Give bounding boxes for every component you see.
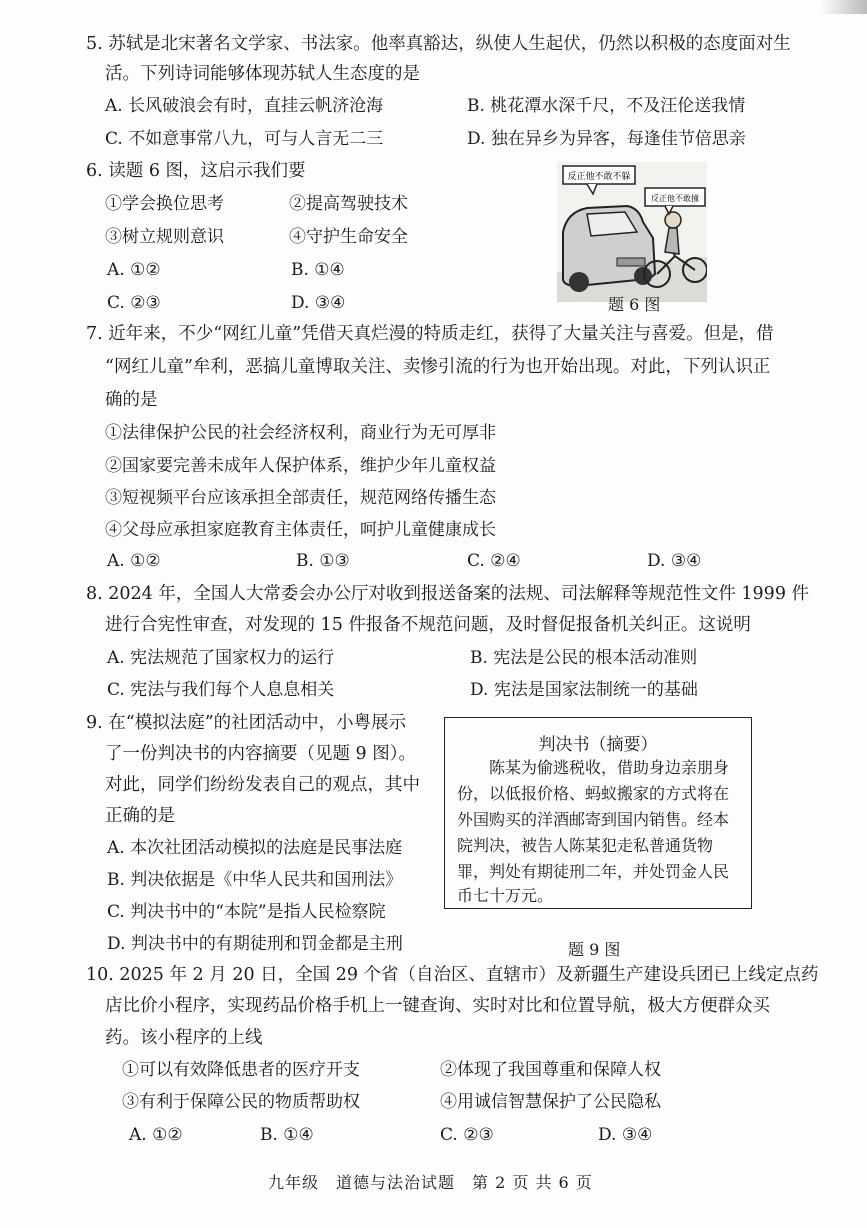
q9-stem-line4: 正确的是: [105, 806, 175, 826]
q6-figure: [557, 162, 707, 302]
page-footer: 九年级 道德与法治试题 第 2 页 共 6 页: [268, 1173, 593, 1192]
q8-stem-line1: 8. 2024 年，全国人大常委会办公厅对收到报送备案的法规、司法解释等规范性文件 1999 件: [86, 584, 810, 604]
q5-option-a: A. 长风破浪会有时，直挂云帆济沧海: [105, 96, 384, 116]
q9-option-a: A. 本次社团活动模拟的法庭是民事法庭: [107, 838, 403, 858]
q6-figure-caption: 题 6 图: [608, 295, 661, 314]
scan-edge-shadow: [820, 0, 867, 14]
q10-stem-line3: 药。该小程序的上线: [105, 1028, 263, 1048]
q6-item-3: ③树立规则意识: [105, 227, 224, 247]
q9-figure-caption: 题 9 图: [568, 940, 621, 959]
judgment-box: [444, 717, 752, 909]
q10-option-a: A. ①②: [129, 1125, 183, 1145]
judgment-line-6: 币七十万元。: [457, 886, 554, 905]
judgment-line-1: 陈某为偷逃税收，借助身边亲朋身: [489, 758, 730, 777]
bubble-left-text: 反正他不敢不躲: [567, 172, 631, 182]
q7-item-3: ③短视频平台应该承担全部责任，规范网络传播生态: [105, 488, 496, 508]
q7-option-c: C. ②④: [467, 551, 521, 571]
q7-stem-line2: “网红儿童”牟利，恶搞儿童博取关注、卖惨引流的行为也开始出现。对此，下列认识正: [105, 357, 771, 377]
q10-item-4: ④用诚信智慧保护了公民隐私: [440, 1092, 661, 1112]
q6-option-d: D. ③④: [291, 293, 346, 313]
q5-option-b: B. 桃花潭水深千尺，不及汪伦送我情: [467, 96, 746, 116]
q5-stem-line1: 5. 苏轼是北宋著名文学家、书法家。他率真豁达，纵使人生起伏，仍然以积极的态度面对生: [86, 34, 791, 54]
q9-option-b: B. 判决依据是《中华人民共和国刑法》: [107, 870, 403, 890]
q7-option-d: D. ③④: [647, 551, 702, 571]
q8-option-c: C. 宪法与我们每个人息息相关: [107, 680, 335, 700]
q6-option-c: C. ②③: [107, 293, 161, 313]
q10-stem-line2: 店比价小程序，实现药品价格手机上一键查询、实时对比和位置导航，极大方便群众买: [105, 996, 770, 1016]
q10-item-1: ①可以有效降低患者的医疗开支: [122, 1060, 360, 1080]
car-icon: [563, 206, 655, 292]
q8-option-a: A. 宪法规范了国家权力的运行: [107, 648, 335, 668]
car-bicycle-illustration: [557, 162, 707, 302]
q7-item-4: ④父母应承担家庭教育主体责任，呵护儿童健康成长: [105, 520, 496, 540]
q5-option-c: C. 不如意事常八九，可与人言无二三: [105, 129, 384, 149]
q8-stem-line2: 进行合宪性审查，对发现的 15 件报备不规范问题，及时督促报备机关纠正。这说明: [105, 615, 751, 635]
q7-option-a: A. ①②: [107, 551, 161, 571]
judgment-line-5: 罪，判处有期徒刑二年，并处罚金人民: [457, 862, 730, 881]
q7-stem-line1: 7. 近年来，不少“网红儿童”凭借天真烂漫的特质走红，获得了大量关注与喜爱。但是，借: [86, 324, 774, 344]
q10-option-d: D. ③④: [598, 1125, 653, 1145]
q9-option-c: C. 判决书中的“本院”是指人民检察院: [107, 902, 386, 922]
q8-option-d: D. 宪法是国家法制统一的基础: [470, 680, 698, 700]
q6-option-a: A. ①②: [107, 260, 161, 280]
q6-stem: 6. 读题 6 图，这启示我们要: [86, 161, 306, 181]
q9-stem-line3: 对此，同学们纷纷发表自己的观点，其中: [105, 775, 420, 795]
q7-stem-line3: 确的是: [105, 390, 158, 410]
q7-item-1: ①法律保护公民的社会经济权利，商业行为无可厚非: [105, 423, 496, 443]
q10-option-b: B. ①④: [260, 1125, 314, 1145]
q5-option-d: D. 独在异乡为异客，每逢佳节倍思亲: [467, 129, 746, 149]
q6-option-b: B. ①④: [291, 260, 345, 280]
judgment-title: 判决书（摘要）: [538, 735, 658, 755]
q7-option-b: B. ①③: [296, 551, 350, 571]
judgment-line-4: 院判决，被告人陈某犯走私普通货物: [457, 836, 714, 855]
judgment-line-3: 外国购买的洋酒邮寄到国内销售。经本: [457, 810, 730, 829]
q8-option-b: B. 宪法是公民的根本活动准则: [470, 648, 698, 668]
q7-item-2: ②国家要完善未成年人保护体系，维护少年儿童权益: [105, 456, 496, 476]
q6-item-2: ②提高驾驶技术: [289, 194, 408, 214]
q5-stem-line2: 活。下列诗词能够体现苏轼人生态度的是: [105, 64, 420, 84]
q10-option-c: C. ②③: [440, 1125, 494, 1145]
q6-item-4: ④守护生命安全: [289, 227, 408, 247]
q9-stem-line2: 了一份判决书的内容摘要（见题 9 图）。: [105, 744, 417, 764]
q9-stem-line1: 9. 在“模拟法庭”的社团活动中，小粤展示: [86, 713, 407, 733]
q6-item-1: ①学会换位思考: [105, 194, 224, 214]
bubble-right-text: 反正他不敢撞: [651, 194, 699, 203]
q10-item-2: ②体现了我国尊重和保障人权: [440, 1060, 661, 1080]
q10-stem-line1: 10. 2025 年 2 月 20 日，全国 29 个省（自治区、直辖市）及新疆生产建设兵团已上线定点药: [86, 965, 819, 985]
judgment-line-2: 份，以低报价格、蚂蚁搬家的方式将在: [457, 784, 730, 803]
q9-option-d: D. 判决书中的有期徒刑和罚金都是主刑: [107, 934, 403, 954]
q10-item-3: ③有利于保障公民的物质帮助权: [122, 1092, 360, 1112]
